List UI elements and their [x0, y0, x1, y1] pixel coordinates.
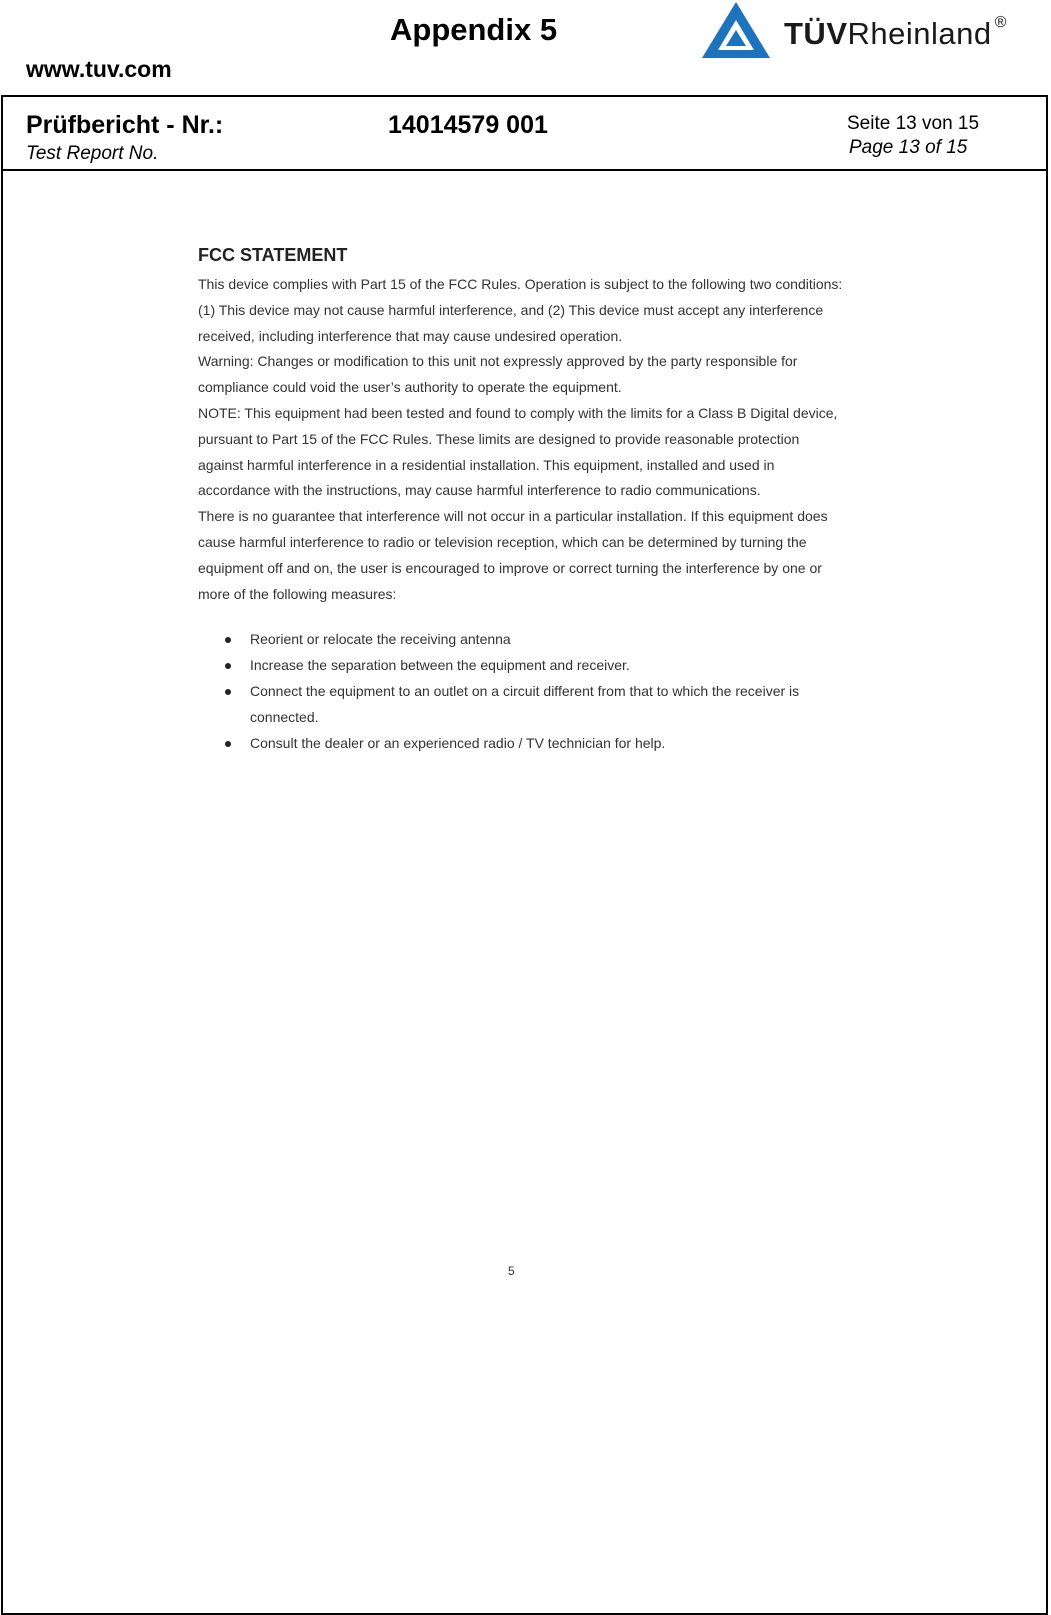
body-line: more of the following measures: [198, 585, 397, 602]
body-line: (1) This device may not cause harmful interference, and (2) This device must accept any interference [198, 301, 824, 318]
measures-list [225, 627, 848, 756]
body-line: NOTE: This equipment had been tested and found to comply with the limits for a Class B Digital device, [198, 404, 838, 421]
report-label: Prüfbericht - Nr.: [26, 111, 224, 139]
logo-brand-bold: TÜV [784, 16, 848, 51]
fcc-statement-body [198, 272, 848, 607]
bullet-icon [225, 663, 231, 669]
fcc-statement-scan [198, 244, 848, 772]
body-line: compliance could void the user’s authority to operate the equipment. [198, 379, 622, 396]
body-line: against harmful interference in a residential installation. This equipment, installed and used in [198, 456, 775, 473]
list-item [225, 627, 848, 653]
list-item-text: Increase the separation between the equipment and receiver. [250, 657, 630, 674]
body-line: Warning: Changes or modification to this unit not expressly approved by the party responsible for [198, 353, 798, 370]
website-url: www.tuv.com [26, 56, 172, 82]
report-label-english: Test Report No. [26, 143, 159, 164]
body-line: cause harmful interference to radio or television reception, which can be determined by turning the [198, 533, 807, 550]
body-line: There is no guarantee that interference will not occur in a particular installation. If this equipment does [198, 508, 828, 525]
logo-wordmark [784, 16, 1007, 52]
list-item-text: Reorient or relocate the receiving antenna [250, 631, 511, 648]
list-item [225, 653, 848, 679]
list-item [225, 679, 848, 731]
header-divider [1, 169, 1048, 171]
bullet-icon [225, 689, 231, 695]
body-line: This device complies with Part 15 of the FCC Rules. Operation is subject to the following two conditions: [198, 276, 843, 292]
list-item-text: Consult the dealer or an experienced radio / TV technician for help. [250, 734, 666, 751]
report-number: 14014579 001 [388, 111, 548, 139]
body-line: equipment off and on, the user is encouraged to improve or correct turning the interference by one or [198, 559, 822, 576]
scan-page-number: 5 [508, 1264, 515, 1278]
appendix-title: Appendix 5 [390, 12, 558, 47]
tuv-triangle-icon [700, 0, 772, 62]
body-line: received, including interference that may cause undesired operation. [198, 327, 623, 344]
body-line: accordance with the instructions, may cause harmful interference to radio communications. [198, 482, 761, 499]
bullet-icon [225, 741, 231, 747]
tuv-rheinland-logo [700, 0, 1040, 62]
logo-brand-regular: Rheinland [847, 16, 992, 51]
page-indicator-english: Page 13 of 15 [849, 137, 968, 158]
list-item [225, 731, 848, 757]
list-item-text: Connect the equipment to an outlet on a circuit different from that to which the receiver is [250, 682, 800, 699]
fcc-statement-title: FCC STATEMENT [198, 245, 348, 265]
registered-mark: ® [994, 14, 1007, 31]
body-line: pursuant to Part 15 of the FCC Rules. These limits are designed to provide reasonable protection [198, 430, 800, 447]
bullet-icon [225, 637, 231, 643]
list-item-text: connected. [250, 708, 319, 725]
page-indicator-german: Seite 13 von 15 [847, 113, 980, 134]
